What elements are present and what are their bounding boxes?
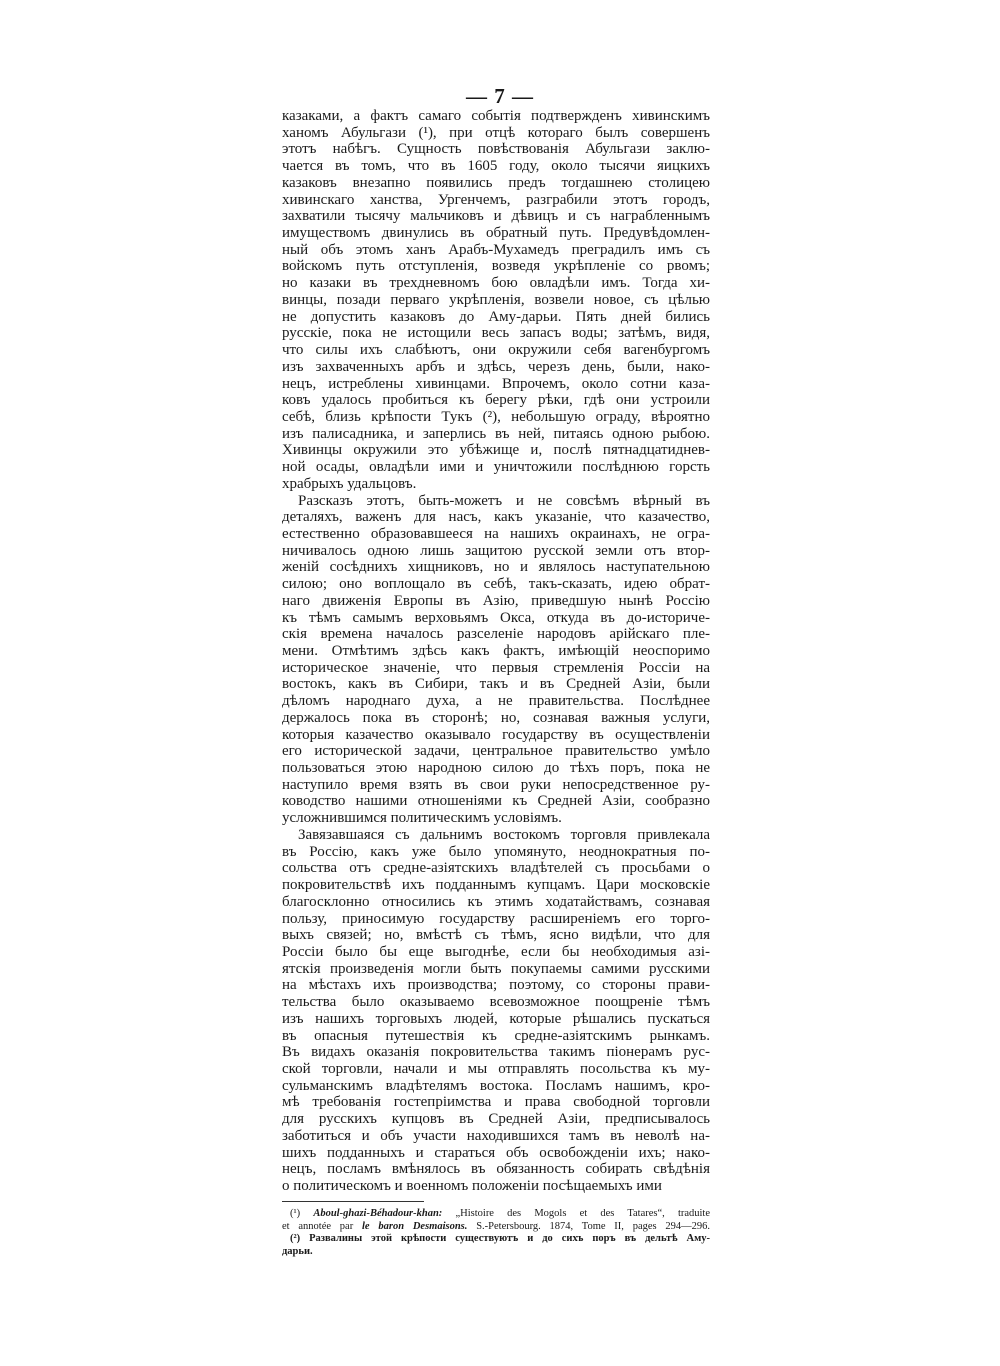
text-line: этотъ набѣгъ. Сущность повѣствованія Абульгази заклю- xyxy=(282,141,710,158)
paragraph xyxy=(282,827,710,1195)
text-line: мени. Отмѣтимъ здѣсь какъ фактъ, имѣющій неоспоримо xyxy=(282,643,710,659)
text-line: скія времена началось разселеніе народовъ арійскаго пле- xyxy=(282,626,710,643)
text-line: покровительствѣ ихъ подданнымъ купцамъ. Цари московскіе xyxy=(282,877,710,894)
text-line: дѣломъ народнаго духа, а не правительства. Послѣднее xyxy=(282,693,710,710)
text-line: казаковъ внезапно появились предъ тогдашнею столицею xyxy=(282,174,710,191)
text-line: ской торговли, начали и мы отправлять посольства къ му- xyxy=(282,1060,710,1077)
text-line: захватили тысячу мальчиковъ и дѣвицъ и съ награбленнымъ xyxy=(282,208,710,225)
text-line: на мѣстахъ ихъ производства; поэтому, со стороны прави- xyxy=(282,977,710,994)
text-line: русскіе, пока не истощили весь запасъ воды; затѣмъ, видя, xyxy=(282,325,710,342)
text-line: пользоваться этою народною силою до тѣхъ поръ, пока не xyxy=(282,760,710,777)
text-line: востокъ, какъ въ Сибири, такъ и въ Средней Азіи, были xyxy=(282,676,710,693)
text-line: благосклонно относились къ этимъ ходатайствамъ, сознавая xyxy=(282,893,710,910)
text-line: къ тѣмъ самымъ верховьямъ Окса, откуда въ до-историче- xyxy=(282,609,710,626)
text-line: деталяхъ, важенъ для насъ, какъ указаніе, что казачество, xyxy=(282,509,710,526)
text-line: ничивалось одною лишь защитою русской земли отъ втор- xyxy=(282,542,710,559)
text-line: естественно образовавшееся на нашихъ окраинахъ, не огра- xyxy=(282,525,710,542)
text-line: держалось пока въ сторонѣ; но, сознавая важныя услуги, xyxy=(282,709,710,726)
page-number: — 7 — xyxy=(466,84,534,108)
text-line: Въ видахъ оказанія покровительства такимъ піонерамъ рус- xyxy=(282,1044,710,1061)
text-line: ководство нашими отношеніями къ Средней Азіи, сообразно xyxy=(282,793,710,810)
text-line: ковъ удалось пробиться къ берегу рѣки, гдѣ они устроили xyxy=(282,392,710,409)
text-line: себѣ, близь крѣпости Тукъ (²), небольшую ограду, вѣроятно xyxy=(282,408,710,425)
footnote-1-line-2 xyxy=(282,1221,710,1234)
text-line: о политическомъ и военномъ положеніи посѣщаемыхъ ими xyxy=(282,1178,662,1194)
footnote-1-annotated: et annotée par xyxy=(282,1220,354,1232)
footnote-1-publication: S.-Petersbourg. 1874, Tome II, pages 294—296. xyxy=(476,1220,711,1232)
text-line: выхъ связей; но, вмѣстѣ съ тѣмъ, ясно видѣли, что для xyxy=(282,927,710,944)
text-line: не допустить казаковъ до Аму-дарьи. Пять дней бились xyxy=(282,308,710,325)
paragraph xyxy=(282,493,710,827)
text-line: Завязавшаяся съ дальнимъ востокомъ торговля привлекала xyxy=(298,826,710,843)
text-line: имуществомъ двинулись въ обратный путь. Предувѣдомлен- xyxy=(282,225,710,242)
text-line: сольства отъ средне-азіятскихъ владѣтелей съ просьбами о xyxy=(282,860,710,877)
footnote-1-editor: le baron Desmaisons. xyxy=(362,1220,468,1232)
text-line: шихъ подданныхъ и стараться объ освобожденіи ихъ; нако- xyxy=(282,1144,710,1161)
text-line: изъ нашихъ торговыхъ людей, которые рѣшались пускаться xyxy=(282,1010,710,1027)
text-line: войскомъ путь отступленія, возведя укрѣпленіе со рвомъ; xyxy=(282,258,710,275)
footnotes xyxy=(282,1208,710,1258)
text-line: тельства было оказываемо всевозможное поощреніе тѣмъ xyxy=(282,994,710,1011)
text-line: наго движенія Европы въ Азію, приведшую нынѣ Россію xyxy=(282,592,710,609)
text-line: ной осады, овладѣли ими и уничтожили послѣднюю горсть xyxy=(282,459,710,476)
text-line: изъ палисадника, и заперлись въ ней, питаясь одною рыбою. xyxy=(282,425,710,442)
text-line: сульманскимъ владѣтелямъ востока. Посламъ нашимъ, кро- xyxy=(282,1077,710,1094)
footnote-2-line-2: дарьи. xyxy=(282,1245,313,1257)
text-line: мѣ требованія гостепріимства и права свободной торговли xyxy=(282,1094,710,1111)
text-line: въ опасныя путешествія къ средне-азіятскимъ рынкамъ. xyxy=(282,1027,710,1044)
body-text xyxy=(282,108,710,1195)
text-line: нецъ, истреблены хивинцами. Впрочемъ, около сотни каза- xyxy=(282,375,710,392)
text-line: Хивинцы окружили это убѣжище и, послѣ пятнадцатиднев- xyxy=(282,442,710,459)
text-line: усложнившимся политическимъ условіямъ. xyxy=(282,810,562,827)
text-line: для русскихъ купцовъ въ Средней Азіи, предписывалось xyxy=(282,1111,710,1128)
text-line: наступило время взять въ свои руки непосредственное ру- xyxy=(282,776,710,793)
text-line: Россіи было бы еще выгоднѣе, если бы необходимыя азі- xyxy=(282,943,710,960)
paragraph xyxy=(282,108,710,493)
text-line: но казаки въ трехдневномъ бою овладѣли имъ. Тогда хи- xyxy=(282,275,710,292)
text-line: храбрыхъ удальцовъ. xyxy=(282,475,417,492)
footnote-2-line-1: (²) Развалины этой крѣпости существуютъ и до сихъ поръ въ дельтѣ Аму- xyxy=(290,1233,710,1244)
text-line: силою; оно воплощало въ себѣ, такъ-сказать, идею обрат- xyxy=(282,576,710,593)
text-line: изъ захваченныхъ арбъ и здѣсь, черезъ день, были, нако- xyxy=(282,358,710,375)
footnote-separator xyxy=(282,1201,424,1202)
text-line: пользу, приносимую государству расширеніемъ его торго- xyxy=(282,910,710,927)
footnote-1-line-1 xyxy=(282,1208,710,1221)
footnote-1-author: Aboul-ghazi-Béhadour-khan: xyxy=(313,1208,443,1219)
text-line: винцы, позади перваго укрѣпленія, возвели новое, съ цѣлью xyxy=(282,291,710,308)
text-line: въ Россію, какъ уже было упомянуто, неоднократныя по- xyxy=(282,843,710,860)
text-line: заботиться и объ участи находившихся тамъ въ неволѣ на- xyxy=(282,1127,710,1144)
text-line: его исторической задачи, центральное правительство умѣло xyxy=(282,743,710,760)
text-line: историческое значеніе, что первыя стремленія Россіи на xyxy=(282,659,710,676)
text-line: что силы ихъ слабѣютъ, они окружили себя вагенбургомъ xyxy=(282,342,710,359)
text-line: ханомъ Абульгази (¹), при отцѣ котораго былъ совершенъ xyxy=(282,124,710,141)
text-line: хивинскаго ханства, Ургенчемъ, разграбили этотъ городъ, xyxy=(282,191,710,208)
text-line: женій сосѣднихъ хищниковъ, но и являлось наступательною xyxy=(282,559,710,576)
text-line: ятскія произведенія могли быть покупаемы самими русскими xyxy=(282,960,710,977)
footnote-1-title: „Histoire des Mogols et des Tatares“, traduite xyxy=(455,1208,711,1219)
text-line: ный объ этомъ ханъ Арабъ-Мухамедъ преградилъ имъ съ xyxy=(282,241,710,258)
text-line: казаками, а фактъ самаго событія подтвержденъ хивинскимъ xyxy=(282,108,710,124)
text-line: которыя казачество оказывало государству въ осуществленіи xyxy=(282,726,710,743)
text-line: нецъ, посламъ вмѣнялось въ обязанность собирать свѣдѣнія xyxy=(282,1161,710,1178)
text-line: Разсказъ этотъ, быть-можетъ и не совсѣмъ вѣрный въ xyxy=(298,492,710,509)
text-line: чается въ томъ, что въ 1605 году, около тысячи яицкихъ xyxy=(282,158,710,175)
footnote-1-marker: (¹) xyxy=(290,1208,301,1219)
